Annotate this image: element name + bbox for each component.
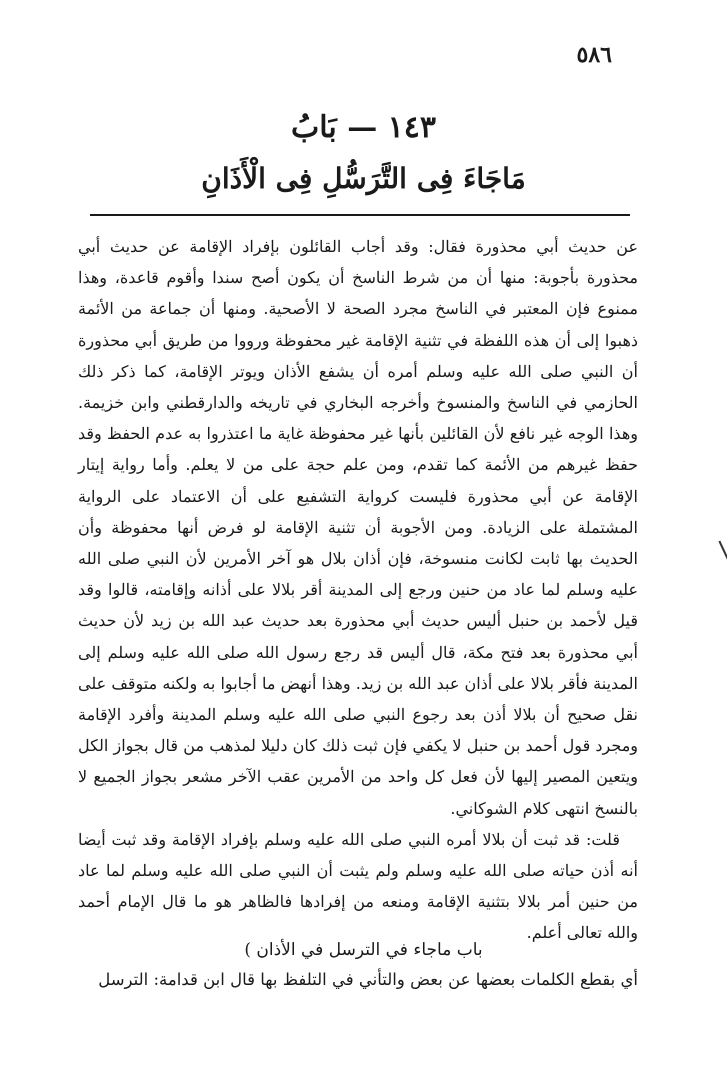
chapter-title: مَاجَاءَ فِى التَّرَسُّلِ فِى الْأَذَانِ	[201, 162, 526, 195]
paragraph-author-note: قلت: قد ثبت أن بلالا أمره النبي صلى الله عليه وسلم بإفراد الإقامة وقد ثبت أيضا أنه أذن حياته صلى الله عليه وسلم ولم يثبت أن النبي صلى الله عليه وسلم لما عاد من حنين أمر بلالا بتثنية الإقامة ومنعه من إفرادها فالظاهر هو ما قال الإمام أحمد والله تعالى أعلم.	[78, 829, 639, 943]
section-first-line: أي بقطع الكلمات بعضها عن بعض والتأني في التلفظ بها قال ابن قدامة: الترسل	[98, 970, 638, 989]
paragraph-commentary: عن حديث أبي محذورة فقال: وقد أجاب القائلون بإفراد الإقامة عن حديث أبي محذورة بأجوبة: منها أن من شرط الناسخ أن يكون أصح سندا وأقوم قاعدة، وهذا ممنوع فإن المعتبر في الناسخ مجرد الصحة لا الأصحية. ومنها أن جماعة من الأئمة ذهبوا إلى أن هذه اللفظة في تثنية الإقامة غير محفوظة ورووا من طريق أبي محذورة أن النبي صلى الله عليه وسلم أمره أن يشفع الأذان ويوتر الإقامة، كما ذكر ذلك الحازمي في الناسخ والمنسوخ وأخرجه البخاري في تاريخه والدارقطني وابن خزيمة. وهذا الوجه غير نافع لأن القائلين بأنها غير محفوظة غاية ما اعتذروا به عدم الحفظ وقد حفظ غيرهم من الأئمة كما تقدم، ومن علم حجة على من لا يعلم. وأما رواية إيتار الإقامة عن أبي محذورة فليست كرواية التشفيع على أن الاعتماد على الرواية المشتملة على الزيادة. ومن الأجوبة أن تثنية الإقامة لو فرض أنها محفوظة وأن الحديث بها ثابت لكانت منسوخة، فإن أذان بلال هو آخر الأمرين لأن النبي صلى الله عليه وسلم لما عاد من حنين ورجع إلى المدينة أقر بلالا على أذانه وإقامته، قالوا وقد قيل لأحمد بن حنبل أليس حديث أبي محذورة بعد حديث عبد الله بن زيد لأن حديث أبي محذورة بعد فتح مكة، قال أليس قد رجع رسول الله صلى الله عليه وسلم إلى المدينة فأقر بلالا على أذان عبد الله بن زيد. وهذا أنهض ما أجابوا به ولكنه متوقف على نقل صحيح أن بلالا أذن بعد رجوع النبي صلى الله عليه وسلم المدينة وأفرد الإقامة ومجرد قول أحمد بن حنبل لا يكفي فإن ثبت ذلك كان دليلا لمذهب من قال بجواز الكل ويتعين المصير إليها لأن فعل كل واحد من الأمرين عقب الآخر مشعر بجواز الجميع لا بالنسخ انتهى كلام الشوكاني.	[78, 237, 638, 818]
margin-pen-mark	[718, 541, 727, 562]
page-number: ٥٨٦	[576, 42, 612, 68]
section-heading: باب ماجاء في الترسل في الأذان )	[244, 940, 483, 960]
body-text	[78, 231, 638, 949]
chapter-heading: ١٤٣ — بَابُ	[291, 110, 436, 145]
header-rule	[90, 214, 630, 216]
